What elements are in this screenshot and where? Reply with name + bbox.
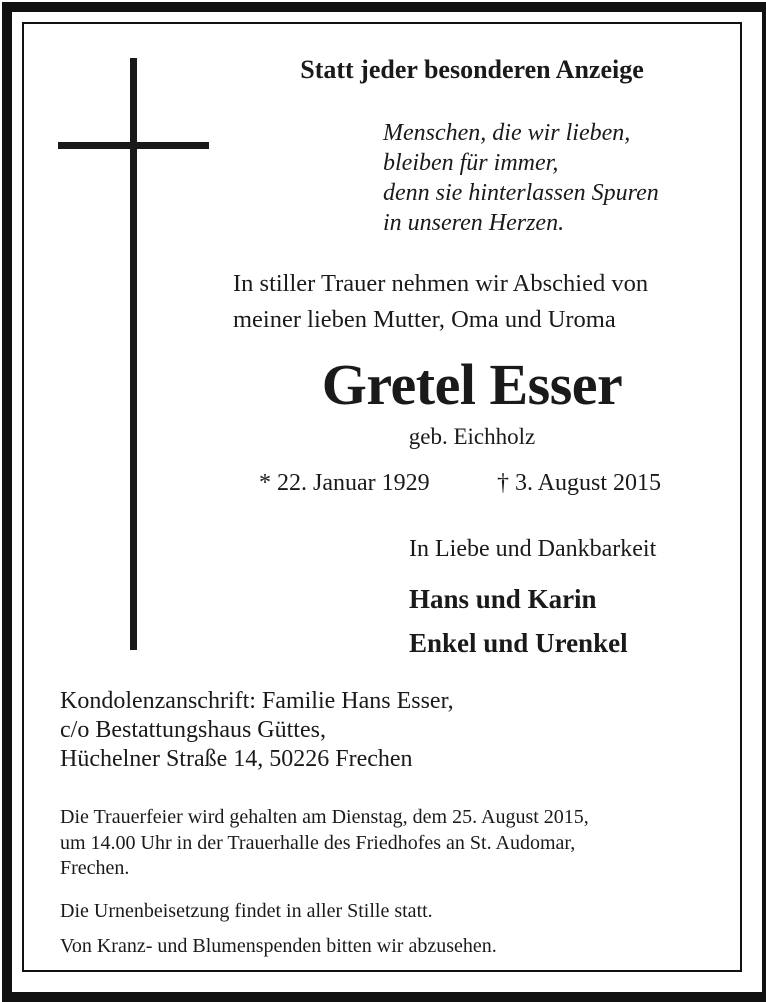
notice-heading: Statt jeder besonderen Anzeige bbox=[300, 55, 644, 84]
memorial-verse bbox=[383, 118, 659, 238]
ceremony-line: Die Trauerfeier wird gehalten am Dienstag, dem 25. August 2015, bbox=[60, 806, 589, 828]
mourner-name: Hans und Karin bbox=[409, 584, 597, 614]
verse-line: bleiben für immer, bbox=[383, 150, 559, 176]
address-line: Kondolenzanschrift: Familie Hans Esser, bbox=[60, 688, 454, 714]
intro-line: meiner lieben Mutter, Oma und Uroma bbox=[233, 306, 616, 333]
birth-date: * 22. Januar 1929 bbox=[259, 470, 430, 496]
ceremony-line: um 14.00 Uhr in der Trauerhalle des Friedhofes an St. Audomar, bbox=[60, 831, 576, 854]
address-line: Hüchelner Straße 14, 50226 Frechen bbox=[60, 746, 413, 772]
address-line: c/o Bestattungshaus Güttes, bbox=[60, 717, 326, 743]
verse-line: Menschen, die wir lieben, bbox=[383, 120, 631, 146]
verse-line: in unseren Herzen. bbox=[383, 210, 565, 236]
intro-line: In stiller Trauer nehmen wir Abschied von bbox=[233, 270, 649, 297]
urn-burial-note: Die Urnenbeisetzung findet in aller Stille statt. bbox=[60, 900, 433, 922]
cross-icon-horizontal-beam bbox=[58, 142, 209, 149]
mourner-name: Enkel und Urenkel bbox=[409, 628, 628, 658]
death-date: † 3. August 2015 bbox=[497, 470, 662, 496]
verse-line: denn sie hinterlassen Spuren bbox=[383, 180, 659, 206]
condolence-address bbox=[60, 687, 454, 774]
deceased-name: Gretel Esser bbox=[321, 352, 623, 417]
ceremony-details bbox=[60, 805, 589, 882]
maiden-name: geb. Eichholz bbox=[408, 424, 536, 449]
thanks-line: In Liebe und Dankbarkeit bbox=[409, 536, 657, 562]
farewell-intro bbox=[233, 266, 648, 338]
flowers-note: Von Kranz- und Blumenspenden bitten wir abzusehen. bbox=[60, 935, 497, 957]
ceremony-line: Frechen. bbox=[60, 857, 130, 879]
